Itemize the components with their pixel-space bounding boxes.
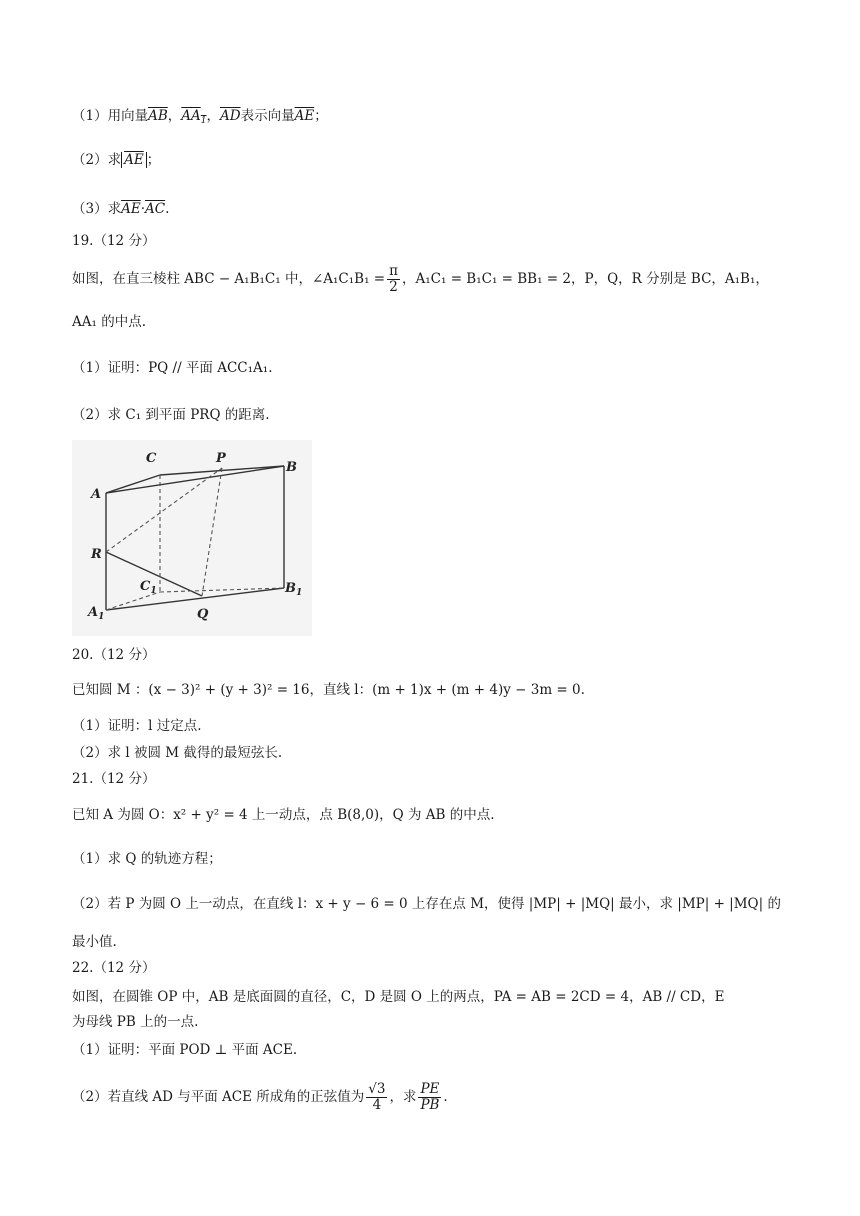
q21-part2: （2）若 P 为圆 O 上一动点，在直线 l：x + y − 6 = 0 上存在点 M，使得 |MP| + |MQ| 最小，求 |MP| + |MQ| 的 bbox=[72, 896, 781, 912]
vector-ae: $\overline{AE}$ bbox=[121, 201, 141, 217]
vector-aa1 bbox=[181, 108, 206, 124]
text: ，求 bbox=[389, 1089, 417, 1105]
q20-part2: （2）求 l 被圆 M 截得的最短弦长. bbox=[72, 745, 283, 761]
label-c: C bbox=[146, 451, 157, 466]
q20-header: 20.（12 分） bbox=[72, 647, 156, 663]
q20-line1: 已知圆 M ：(x − 3)² + (y + 3)² = 16，直线 l：(m + 1)x + (m + 4)y − 3m = 0. bbox=[72, 682, 585, 698]
text: ， bbox=[167, 108, 182, 124]
text: （2）求 bbox=[72, 152, 122, 168]
text: 表示向量 bbox=[240, 108, 295, 124]
vector-ae: $\overline{AE}$ bbox=[124, 152, 144, 168]
text: ， bbox=[206, 108, 220, 124]
text: （2）若直线 AD 与平面 ACE 所成角的正弦值为 bbox=[72, 1089, 365, 1105]
fraction-pe-over-pb bbox=[418, 1082, 441, 1113]
q19-part1: （1）证明：PQ // 平面 ACC₁A₁. bbox=[72, 360, 273, 376]
fraction-pi-over-2 bbox=[387, 264, 400, 295]
q22-line1: 如图，在圆锥 OP 中，AB 是底面圆的直径，C，D 是圆 O 上的两点，PA = AB = 2CD = 4，AB // CD，E bbox=[72, 989, 725, 1005]
text: AA bbox=[181, 108, 201, 124]
q19-header: 19.（12 分） bbox=[72, 233, 156, 249]
edge-ab bbox=[106, 466, 284, 493]
q21-part1: （1）求 Q 的轨迹方程； bbox=[72, 851, 222, 867]
q18-part3 bbox=[72, 199, 169, 219]
label-b: B bbox=[286, 460, 297, 475]
text: . bbox=[443, 1089, 448, 1105]
edge-pq bbox=[202, 468, 222, 596]
label-c1: $C_1$ bbox=[140, 579, 157, 596]
text: 如图，在直三棱柱 ABC − A₁B₁C₁ 中，∠A₁C₁B₁ = bbox=[72, 271, 386, 287]
label-p: P bbox=[216, 451, 226, 466]
q19-part2: （2）求 C₁ 到平面 PRQ 的距离. bbox=[72, 407, 270, 423]
q22-line2: 为母线 PB 上的一点. bbox=[72, 1014, 199, 1030]
label-q: Q bbox=[197, 607, 209, 622]
text: （1）用向量 bbox=[72, 108, 149, 124]
q21-line1: 已知 A 为圆 O：x² + y² = 4 上一动点，点 B(8,0)，Q 为 AB 的中点. bbox=[72, 807, 495, 823]
text: 4 bbox=[372, 1097, 382, 1113]
text: 2 bbox=[389, 279, 398, 295]
text: √3 bbox=[368, 1081, 386, 1097]
vector-ac: $\overline{AC}$ bbox=[145, 201, 166, 217]
text: π bbox=[389, 263, 398, 279]
text: ，A₁C₁ = B₁C₁ = BB₁ = 2，P，Q，R 分别是 BC，A₁B₁， bbox=[402, 271, 769, 287]
text: PE bbox=[420, 1081, 440, 1097]
abs-vector-ae bbox=[121, 152, 147, 168]
prism-figure bbox=[72, 440, 312, 636]
text: . bbox=[165, 201, 170, 217]
q21-header: 21.（12 分） bbox=[72, 771, 156, 787]
edge-ac bbox=[106, 475, 160, 493]
label-a1: $A_1$ bbox=[88, 605, 105, 622]
q18-part2 bbox=[72, 150, 160, 170]
vector-ae: $\overline{AE}$ bbox=[294, 108, 315, 124]
text: · bbox=[140, 201, 145, 217]
vector-ab: $\overline{AB}$ bbox=[148, 108, 168, 124]
fraction-sqrt3-over-4 bbox=[366, 1082, 387, 1113]
text: PB bbox=[420, 1097, 440, 1113]
text: ； bbox=[146, 152, 161, 168]
q20-part1: （1）证明：l 过定点. bbox=[72, 718, 202, 734]
text: （3）求 bbox=[72, 201, 122, 217]
q19-line2: AA₁ 的中点. bbox=[72, 314, 146, 330]
text: 1 bbox=[200, 116, 207, 126]
label-a: A bbox=[91, 487, 102, 502]
label-r: R bbox=[91, 547, 102, 562]
q22-header: 22.（12 分） bbox=[72, 960, 156, 976]
q22-part1: （1）证明：平面 POD ⊥ 平面 ACE. bbox=[72, 1042, 298, 1058]
q21-part2-cont: 最小值. bbox=[72, 934, 117, 950]
text: ； bbox=[314, 108, 328, 124]
label-b1: $B_1$ bbox=[285, 581, 303, 598]
edge-rp bbox=[106, 468, 222, 552]
prism-diagram bbox=[72, 440, 312, 636]
q19-line1 bbox=[72, 264, 769, 295]
q18-part1 bbox=[72, 106, 328, 131]
q22-part2 bbox=[72, 1082, 448, 1113]
vector-ad: $\overline{AD}$ bbox=[220, 108, 241, 124]
